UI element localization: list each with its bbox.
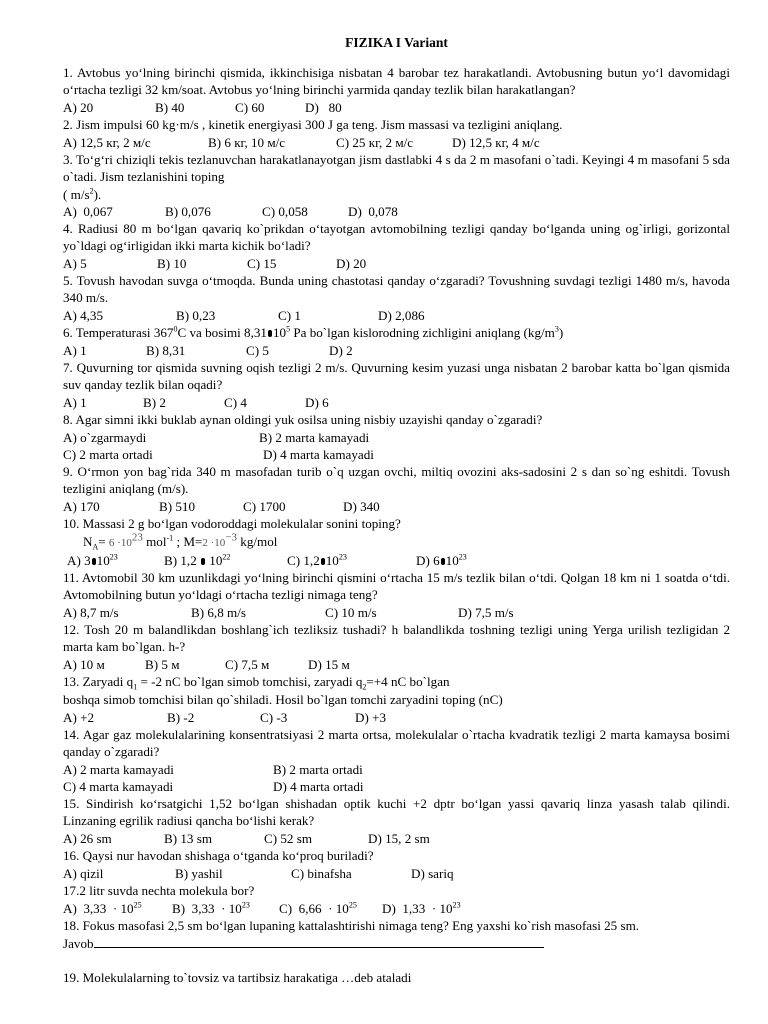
option-a: A) +2	[63, 710, 95, 725]
question-10: 10. Massasi 2 g bo‘lgan vodoroddagi molekulalar sonini toping?	[63, 516, 401, 531]
question-16-options	[63, 865, 730, 882]
option-b: B) -2	[167, 710, 195, 725]
option-b: B) 6 кг, 10 м/с	[208, 135, 286, 150]
question-2-options	[63, 134, 730, 151]
question-10-options	[63, 552, 730, 569]
multiply-dot-icon	[268, 330, 272, 337]
question-12-options	[63, 656, 730, 673]
question-13-options	[63, 709, 730, 726]
question-12: 12. Tosh 20 m balandlikdan boshlang`ich tezliksiz tushadi? h balandlikda toshning tezligi uning Yerga urilish tezligidan 2 marta kam bo`lgan. h-?	[63, 622, 730, 654]
question-7-options	[63, 394, 730, 411]
option-b: B) 2 marta kamayadi	[259, 430, 370, 445]
option-a: A) 12,5 кг, 2 м/с	[63, 135, 151, 150]
option-c: C) 52 sm	[264, 831, 313, 846]
question-18: 18. Fokus masofasi 2,5 sm bo‘lgan lupaning kattalashtirishi nimaga teng? Eng yaxshi ko`rish masofasi 25 sm.	[63, 918, 640, 933]
option-d: D) 340	[343, 499, 380, 514]
option-b: B) 510	[159, 499, 196, 514]
option-d: D) 4 marta kamayadi	[263, 447, 374, 462]
answer-line	[63, 935, 730, 952]
option-d: D) $1,33 \cdot 10^{23}$	[382, 900, 461, 916]
option-d: D) +3	[355, 710, 387, 725]
question-1: 1. Avtobus yo‘lning birinchi qismida, ikkinchisiga nisbatan 4 barobar tez harakatlandi. Avtobusning butun yo‘l davomidagi o‘rtacha tezligi 32 km/soat. Avtobus yo‘lning birinchi yarmida qanday tezlik bilan harakatlangan?	[63, 65, 730, 97]
question-10-given: $N_A= 6 \cdot 10^{23}$ mol$^{-1}$ ; $M=2 \cdot 10^{-3}$ kg/mol	[83, 531, 278, 552]
multiply-dot-icon	[92, 558, 96, 565]
option-a: A) 4,35	[63, 308, 104, 323]
option-c: C) 25 кг, 2 м/с	[336, 135, 414, 150]
question-2: 2. Jism impulsi 60 kg·m/s , kinetik energiyasi 300 J ga teng. Jism massasi va tezligini aniqlang.	[63, 117, 563, 132]
option-b: B) 2 marta ortadi	[273, 762, 363, 777]
multiply-dot-icon	[321, 558, 325, 565]
option-c: C) 5	[246, 343, 269, 358]
option-d: D) 2,086	[378, 308, 425, 323]
option-d: D) 80	[305, 100, 342, 115]
option-d: D) 6	[305, 395, 329, 410]
question-11-options	[63, 604, 730, 621]
option-b: B) 2	[143, 395, 166, 410]
option-c: C) 2 marta ortadi	[63, 447, 153, 462]
question-15: 15. Sindirish ko‘rsatgichi 1,52 bo‘lgan shishadan optik kuchi +2 dptr bo‘lgan yassi qavariq linza yasash talab qilindi. Linzaning egrilik radiusi qancha bo‘lishi kerak?	[63, 796, 730, 828]
document-page	[63, 34, 730, 987]
option-c: C) 10 m/s	[325, 605, 377, 620]
option-c: C) 60	[235, 100, 265, 115]
question-3-unit: ( $m/s^2$).	[63, 186, 102, 202]
answer-label: Javob	[63, 936, 94, 951]
option-d: D) 4 marta ortadi	[273, 779, 364, 794]
option-a: A) 1	[63, 343, 87, 358]
option-d: D) 0,078	[348, 204, 398, 219]
option-c: C) binafsha	[291, 866, 352, 881]
option-d: D) 6 $10^{23}$	[416, 552, 467, 568]
option-b: B) 40	[155, 100, 185, 115]
question-4: 4. Radiusi 80 m bo‘lgan qavariq ko`prikdan o‘tayotgan avtomobilning tezligi qanday bo‘lganda uning og`irligi, gorizontal yo`ldagi og‘irligidan ikki marta kichik bo‘ladi?	[63, 221, 730, 253]
question-8: 8. Agar simni ikki buklab aynan oldingi yuk osilsa uning nisbiy uzayishi qanday o`zgaradi?	[63, 412, 543, 427]
question-15-options	[63, 830, 730, 847]
question-4-options	[63, 255, 730, 272]
option-d: D) sariq	[411, 866, 454, 881]
option-c: C) -3	[260, 710, 288, 725]
question-8-options-row1	[63, 429, 730, 446]
question-14-options-row2	[63, 778, 730, 795]
option-b: B) 1,2 $10^{22}$	[164, 552, 231, 568]
option-a: A) 3 $10^{23}$	[67, 552, 118, 568]
question-13-line2: boshqa simob tomchisi bilan qo`shiladi. Hosil bo`lgan tomchi zaryadini toping (nC)	[63, 692, 503, 707]
multiply-dot-icon	[441, 558, 445, 565]
option-b: B) 6,8 m/s	[191, 605, 246, 620]
option-c: C) 7,5 м	[225, 657, 270, 672]
question-17-options	[63, 900, 730, 917]
option-c: C) 4 marta kamayadi	[63, 779, 174, 794]
option-b: B) $3,33 \cdot 10^{23}$	[172, 900, 250, 916]
question-14-options-row1	[63, 761, 730, 778]
question-3: 3. To‘g‘ri chiziqli tekis tezlanuvchan harakatlanayotgan jism dastlabki 4 s da 2 m masofani o`tadi. Keyingi 4 m masofani 5 sda o`tadi. Jism tezlanishini toping	[63, 152, 730, 184]
option-a: A) 5	[63, 256, 87, 271]
option-a: A) qizil	[63, 866, 104, 881]
question-6-options	[63, 342, 730, 359]
question-9-options	[63, 498, 730, 515]
question-13: 13. Zaryadi $q_1 = -2$ nC bo`lgan simob tomchisi, zaryadi $q_2=+4$ nC bo`lgan	[63, 674, 450, 692]
option-a: A) 10 м	[63, 657, 105, 672]
question-14: 14. Agar gaz molekulalarining konsentratsiyasi 2 marta ortsa, molekulalar o`rtacha kvadratik tezligi 2 marta kamaysa bosimi qanday o`zgaradi?	[63, 727, 730, 759]
option-d: D) 7,5 m/s	[458, 605, 514, 620]
question-5-options	[63, 307, 730, 324]
option-c: C) 15	[247, 256, 277, 271]
option-a: A) o`zgarmaydi	[63, 430, 147, 445]
option-a: A) 170	[63, 499, 100, 514]
question-16: 16. Qaysi nur havodan shishaga o‘tganda ko‘proq buriladi?	[63, 848, 374, 863]
option-d: D) 15, 2 sm	[368, 831, 430, 846]
question-9: 9. O‘rmon yon bag`rida 340 m masofadan turib o`q uzgan ovchi, miltiq ovozini aks-sadosini 2 s dan so`ng eshitdi. Tovush tezligini aniqlang (m/s).	[63, 464, 730, 496]
option-a: A) 1	[63, 395, 87, 410]
question-3-options	[63, 203, 730, 220]
option-d: D) 2	[329, 343, 353, 358]
option-b: B) 0,23	[176, 308, 216, 323]
option-c: C) 4	[224, 395, 247, 410]
option-a: A) 0,067	[63, 204, 113, 219]
question-5: 5. Tovush havodan suvga o‘tmoqda. Bunda uning chastotasi qanday o‘zgaradi? Tovushning suvdagi tezligi 1480 m/s, havoda 340 m/s.	[63, 273, 730, 305]
option-a: A) 20	[63, 100, 94, 115]
answer-blank[interactable]	[94, 936, 544, 948]
option-c: C) $6,66 \cdot 10^{25}$	[279, 900, 357, 916]
option-d: D) 15 м	[308, 657, 350, 672]
option-a: A) $3,33 \cdot 10^{25}$	[63, 900, 142, 916]
option-c: C) 0,058	[262, 204, 308, 219]
option-a: A) 2 marta kamayadi	[63, 762, 174, 777]
option-b: B) yashil	[175, 866, 223, 881]
option-c: C) 1700	[243, 499, 286, 514]
question-7: 7. Quvurning tor qismida suvning oqish tezligi 2 m/s. Quvurning kesim yuzasi unga nisbatan 2 barobar katta bo`lgan qismida suv qanday tezlik bilan oqadi?	[63, 360, 730, 392]
option-b: B) 10	[157, 256, 187, 271]
option-d: D) 20	[336, 256, 367, 271]
option-c: C) 1,2 $10^{23}$	[287, 552, 347, 568]
option-c: C) 1	[278, 308, 301, 323]
question-1-options	[63, 99, 730, 116]
option-b: B) 13 sm	[164, 831, 213, 846]
page-title: FIZIKA I Variant	[345, 35, 448, 50]
option-b: B) 8,31	[146, 343, 186, 358]
option-b: B) 5 м	[145, 657, 180, 672]
option-b: B) 0,076	[165, 204, 211, 219]
option-a: A) 26 sm	[63, 831, 112, 846]
multiply-dot-icon	[201, 558, 205, 565]
option-a: A) 8,7 m/s	[63, 605, 119, 620]
question-11: 11. Avtomobil 30 km uzunlikdagi yo‘lning birinchi qismini o‘rtacha 15 m/s tezlik bilan o‘tdi. Qolgan 18 km ni 1 soatda o‘tdi. Avtomobilning butun yo‘ldagi o‘rtacha tezligi nimaga teng?	[63, 570, 730, 602]
question-6: 6. Temperaturasi $367^0C$ va bosimi 8,31 $10^5$ Pa bo`lgan kislorodning zichligini aniqlang $(kg/m^3)$	[63, 324, 564, 340]
question-8-options-row2	[63, 446, 730, 463]
option-d: D) 12,5 кг, 4 м/с	[452, 135, 540, 150]
question-17: 17.2 litr suvda nechta molekula bor?	[63, 883, 255, 898]
question-19: 19. Molekulalarning to`tovsiz va tartibsiz harakatiga …deb ataladi	[63, 970, 412, 985]
